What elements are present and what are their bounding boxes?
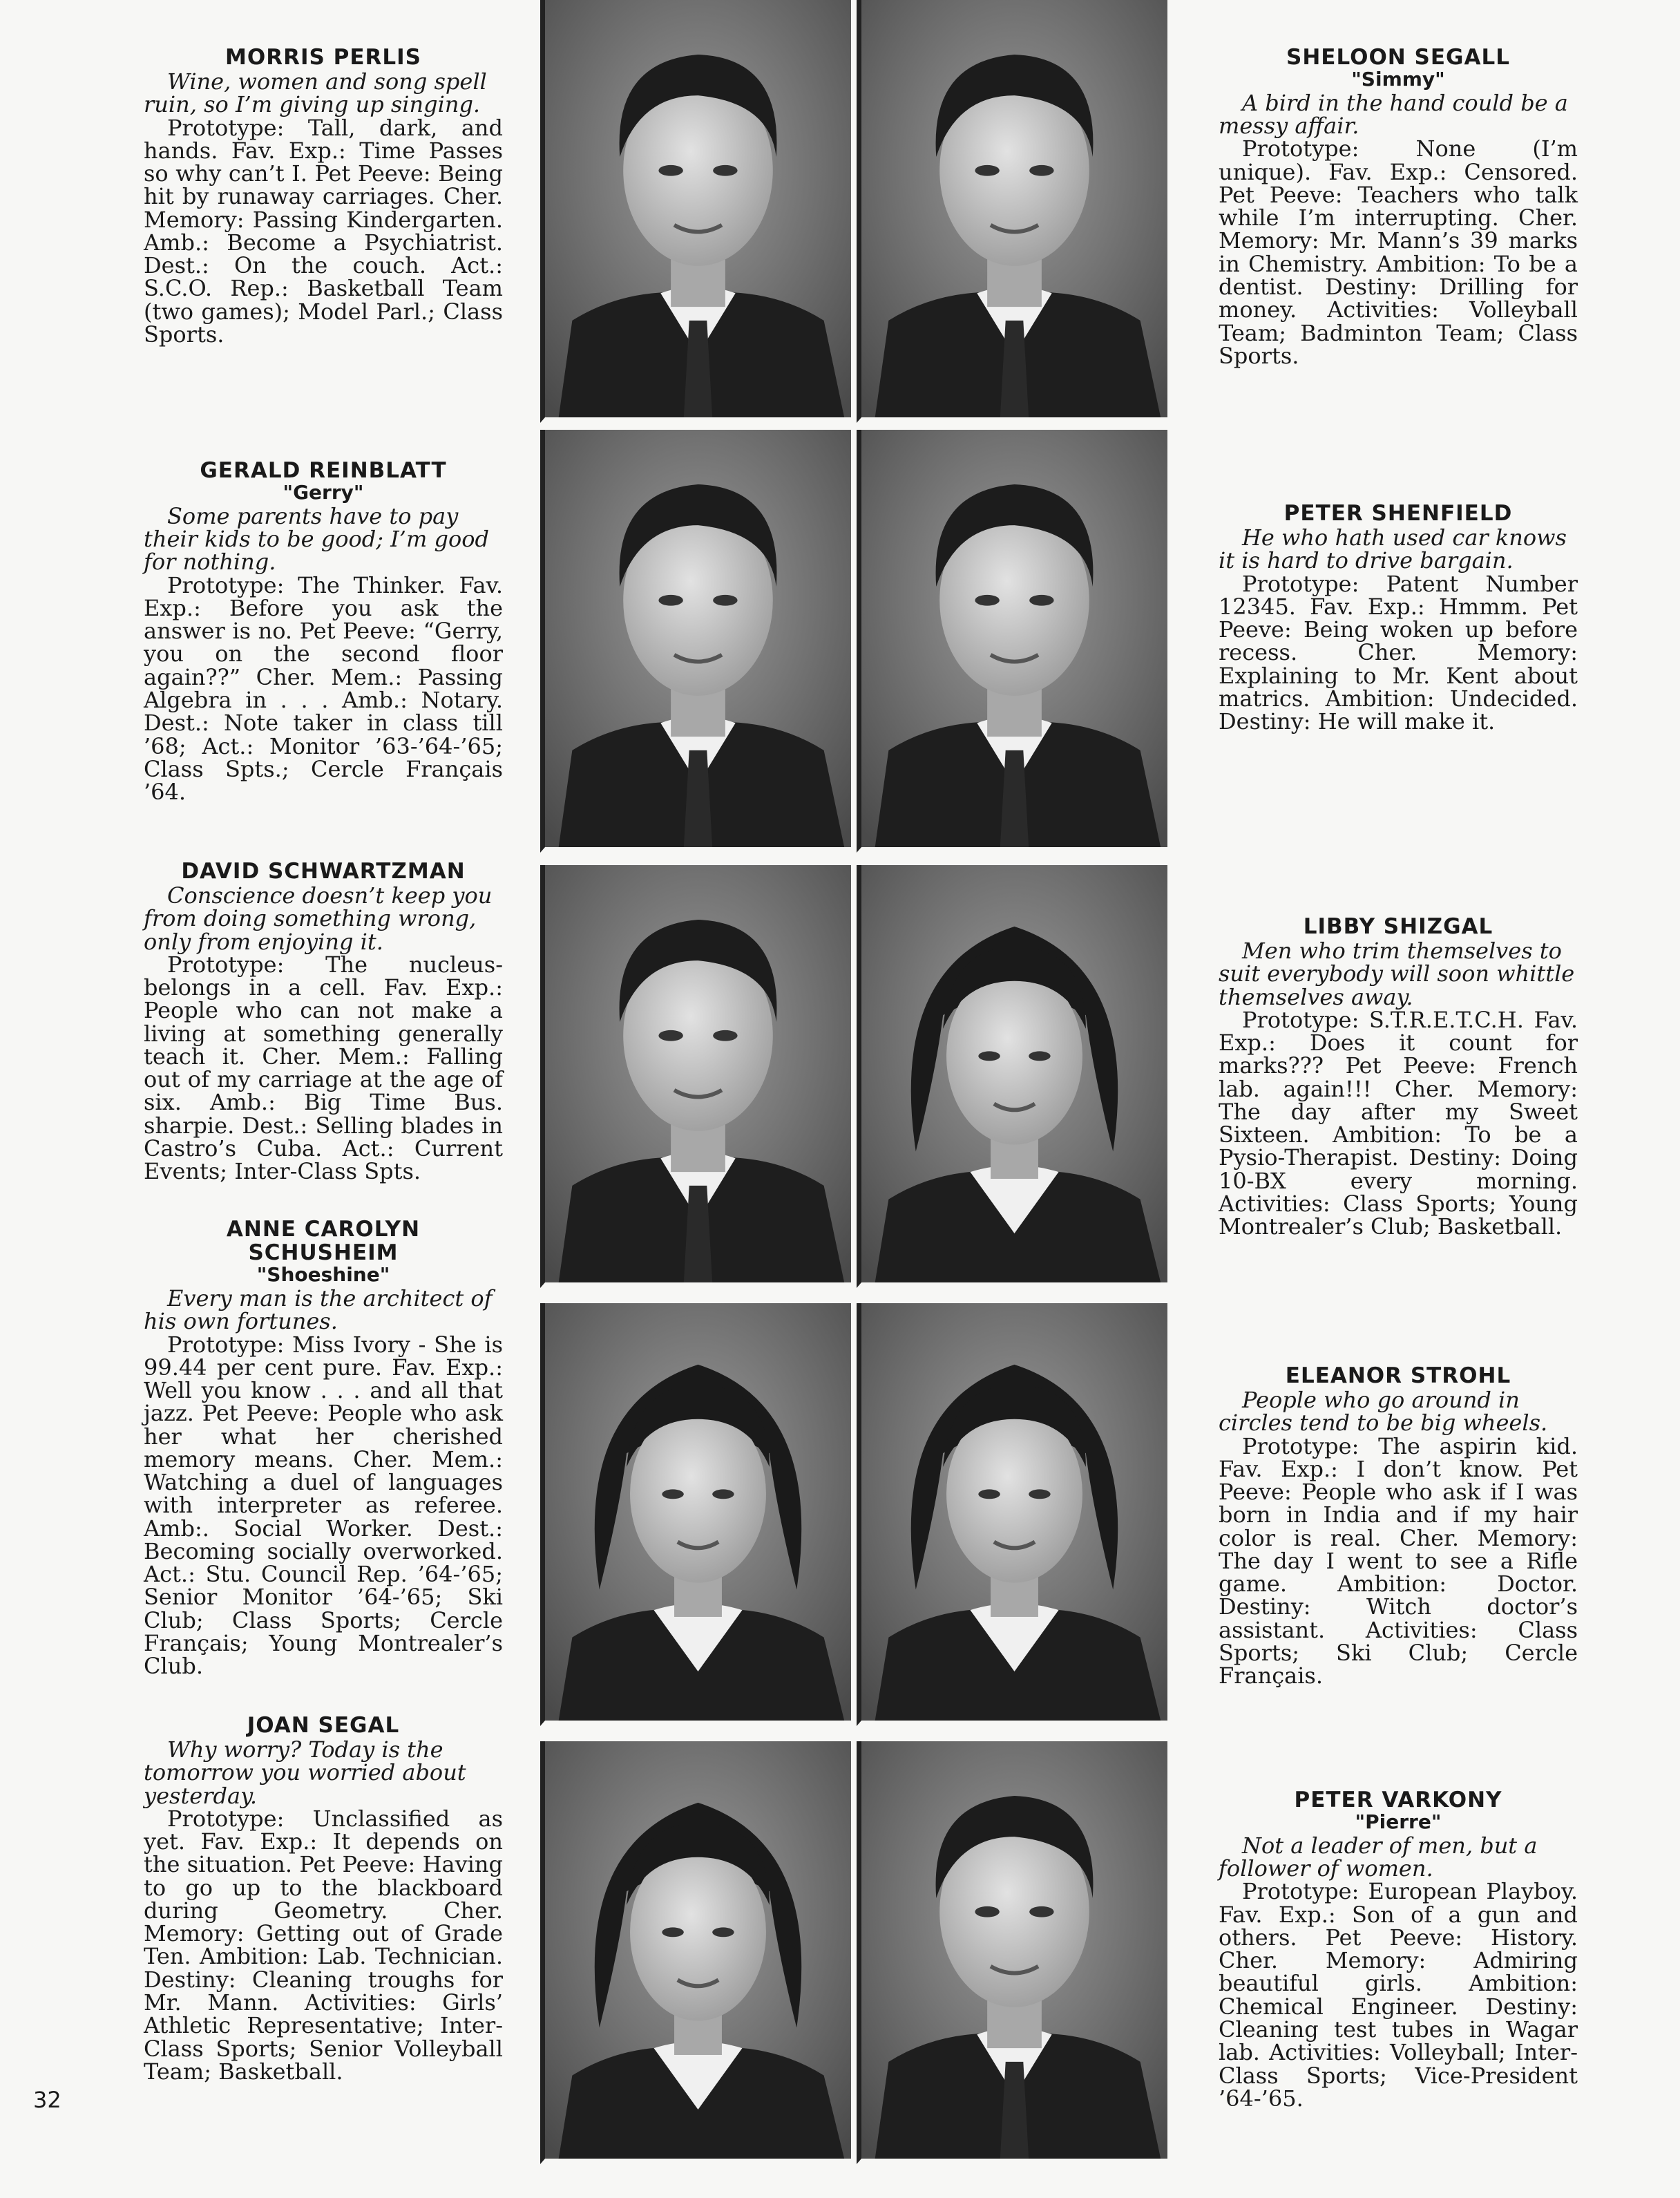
portrait-sheloon-segall	[857, 0, 1167, 423]
portrait-libby-shizgal	[857, 865, 1167, 1288]
student-name: ELEANOR STROHL	[1285, 1363, 1511, 1388]
student-bio: Prototype: Miss Ivory - She is 99.44 per cent pure. Fav. Exp.: Well you know . . . and all that jazz. Pet Peeve: People who ask her what her cherished memory means. Cher. Mem.: Watching a duel of languages with interpreter as referee. Amb:. Social Worker. Dest.: Becoming socially overworked. Act.: Stu. Council Rep. ’64-’65; Senior Monitor ’64-’65; Ski Club; Class Sports; Cercle Français; Young Montrealer’s Club.	[144, 1331, 503, 1680]
student-quote: Why worry? Today is the tomorrow you worried about yesterday.	[144, 1736, 466, 1809]
portrait-morris-perlis	[540, 0, 851, 423]
portrait-peter-shenfield	[857, 430, 1167, 853]
student-bio: Prototype: European Playboy. Fav. Exp.: Son of a gun and others. Pet Peeve: History. Cher. Memory: Admiring beautiful girls. Ambition: Chemical Engineer. Destiny: Cleaning test tubes in Wagar lab. Activities: Volleyball; Inter-Class Sports; Vice-President ’64-’65.	[1219, 1878, 1578, 2112]
entry-gerald-reinblatt	[144, 459, 503, 804]
entry-morris-perlis	[144, 46, 503, 346]
student-quote: Not a leader of men, but a follower of women.	[1219, 1832, 1538, 1882]
student-nickname: "Gerry"	[283, 481, 364, 504]
student-bio: Prototype: Patent Number 12345. Fav. Exp.: Hmmm. Pet Peeve: Being woken up before recess. Cher. Memory: Explaining to Mr. Kent about matrics. Ambition: Undecided. Destiny: He will make it.	[1219, 570, 1578, 735]
student-name: MORRIS PERLIS	[225, 45, 421, 70]
student-name: PETER VARKONY	[1294, 1788, 1502, 1812]
student-name: ANNE CAROLYN SCHUSHEIM	[226, 1217, 421, 1266]
portrait-eleanor-strohl	[857, 1303, 1167, 1726]
student-name: SHELOON SEGALL	[1286, 45, 1510, 70]
student-bio: Prototype: The nucleus-belongs in a cell. Fav. Exp.: People who can not make a living at something generally teach it. Cher. Mem.: Falling out of my carriage at the age of six. Amb.: Big Time Bus. sharpie. Dest.: Selling blades in Castro’s Cuba. Act.: Current Events; Inter-Class Spts.	[144, 951, 503, 1185]
student-nickname: "Simmy"	[1351, 68, 1445, 91]
student-name: JOAN SEGAL	[247, 1713, 400, 1738]
student-bio: Prototype: S.T.R.E.T.C.H. Fav. Exp.: Does it count for marks??? Pet Peeve: French lab. again!!! Cher. Memory: The day after my Sweet Sixteen. Ambition: To be a Pysio-Therapist. Destiny: Doing 10-BX every morning. Activities: Class Sports; Young Montrealer’s Club; Basketball.	[1219, 1006, 1578, 1240]
student-quote: Men who trim themselves to suit everybody will soon whittle themselves away.	[1219, 938, 1575, 1010]
entry-david-schwartzman	[144, 860, 503, 1184]
entry-joan-segal	[144, 1714, 503, 2083]
portrait-david-schwartzman	[540, 865, 851, 1288]
student-quote: Wine, women and song spell ruin, so I’m giving up singing.	[144, 68, 487, 118]
portrait-anne-carolyn-schusheim	[540, 1303, 851, 1726]
entry-libby-shizgal	[1219, 915, 1578, 1239]
entry-peter-varkony	[1219, 1788, 1578, 2110]
entry-eleanor-strohl	[1219, 1364, 1578, 1688]
student-bio: Prototype: The Thinker. Fav. Exp.: Before you ask the answer is no. Pet Peeve: “Gerry, you on the second floor again??” Cher. Mem.: Passing Algebra in . . . Amb.: Notary. Dest.: Note taker in class till ’68; Act.: Monitor ’63-’64-’65; Class Spts.; Cercle Français ’64.	[144, 571, 503, 806]
entry-sheloon-segall	[1219, 46, 1578, 368]
entry-anne-carolyn-schusheim	[144, 1218, 503, 1678]
page-number: 32	[33, 2087, 61, 2113]
student-quote: A bird in the hand could be a messy affair.	[1219, 89, 1568, 140]
portrait-joan-segal	[540, 1741, 851, 2164]
portrait-peter-varkony	[857, 1741, 1167, 2164]
student-name: LIBBY SHIZGAL	[1303, 914, 1493, 939]
student-quote: People who go around in circles tend to be big wheels.	[1219, 1387, 1548, 1437]
student-nickname: "Pierre"	[1355, 1810, 1442, 1834]
student-quote: Every man is the architect of his own fortunes.	[144, 1285, 493, 1335]
student-name: GERALD REINBLATT	[200, 458, 447, 483]
student-bio: Prototype: Unclassified as yet. Fav. Exp.: It depends on the situation. Pet Peeve: Having to go up to the blackboard during Geometry. Cher. Memory: Getting out of Grade Ten. Ambition: Lab. Technician. Destiny: Cleaning troughs for Mr. Mann. Activities: Girls’ Athletic Representative; Inter-Class Sports; Senior Volleyball Team; Basketball.	[144, 1805, 503, 2085]
student-bio: Prototype: None (I’m unique). Fav. Exp.: Censored. Pet Peeve: Teachers who talk while I’m interrupting. Cher. Memory: Mr. Mann’s 39 marks in Chemistry. Ambition: To be a dentist. Destiny: Drilling for money. Activities: Volleyball Team; Badminton Team; Class Sports.	[1219, 135, 1578, 369]
student-name: PETER SHENFIELD	[1283, 501, 1513, 526]
student-name: DAVID SCHWARTZMAN	[181, 859, 466, 884]
student-quote: Conscience doesn’t keep you from doing something wrong, only from enjoying it.	[144, 882, 493, 955]
student-bio: Prototype: Tall, dark, and hands. Fav. Exp.: Time Passes so why can’t I. Pet Peeve: Being hit by runaway carriages. Cher. Memory: Passing Kindergarten. Amb.: Become a Psychiatrist. Dest.: On the couch. Act.: S.C.O. Rep.: Basketball Team (two games); Model Parl.; Class Sports.	[144, 114, 503, 348]
entry-peter-shenfield	[1219, 502, 1578, 733]
student-quote: Some parents have to pay their kids to be good; I’m good for nothing.	[144, 502, 489, 576]
portrait-gerald-reinblatt	[540, 430, 851, 853]
student-bio: Prototype: The aspirin kid. Fav. Exp.: I don’t know. Pet Peeve: People who ask if I was born in India and if my hair color is real. Cher. Memory: The day I went to see a Rifle game. Ambition: Doctor. Destiny: Witch doctor’s assistant. Activities: Class Sports; Ski Club; Cercle Français.	[1219, 1432, 1578, 1689]
student-nickname: "Shoeshine"	[256, 1263, 390, 1287]
student-quote: He who hath used car knows it is hard to drive bargain.	[1219, 524, 1567, 574]
